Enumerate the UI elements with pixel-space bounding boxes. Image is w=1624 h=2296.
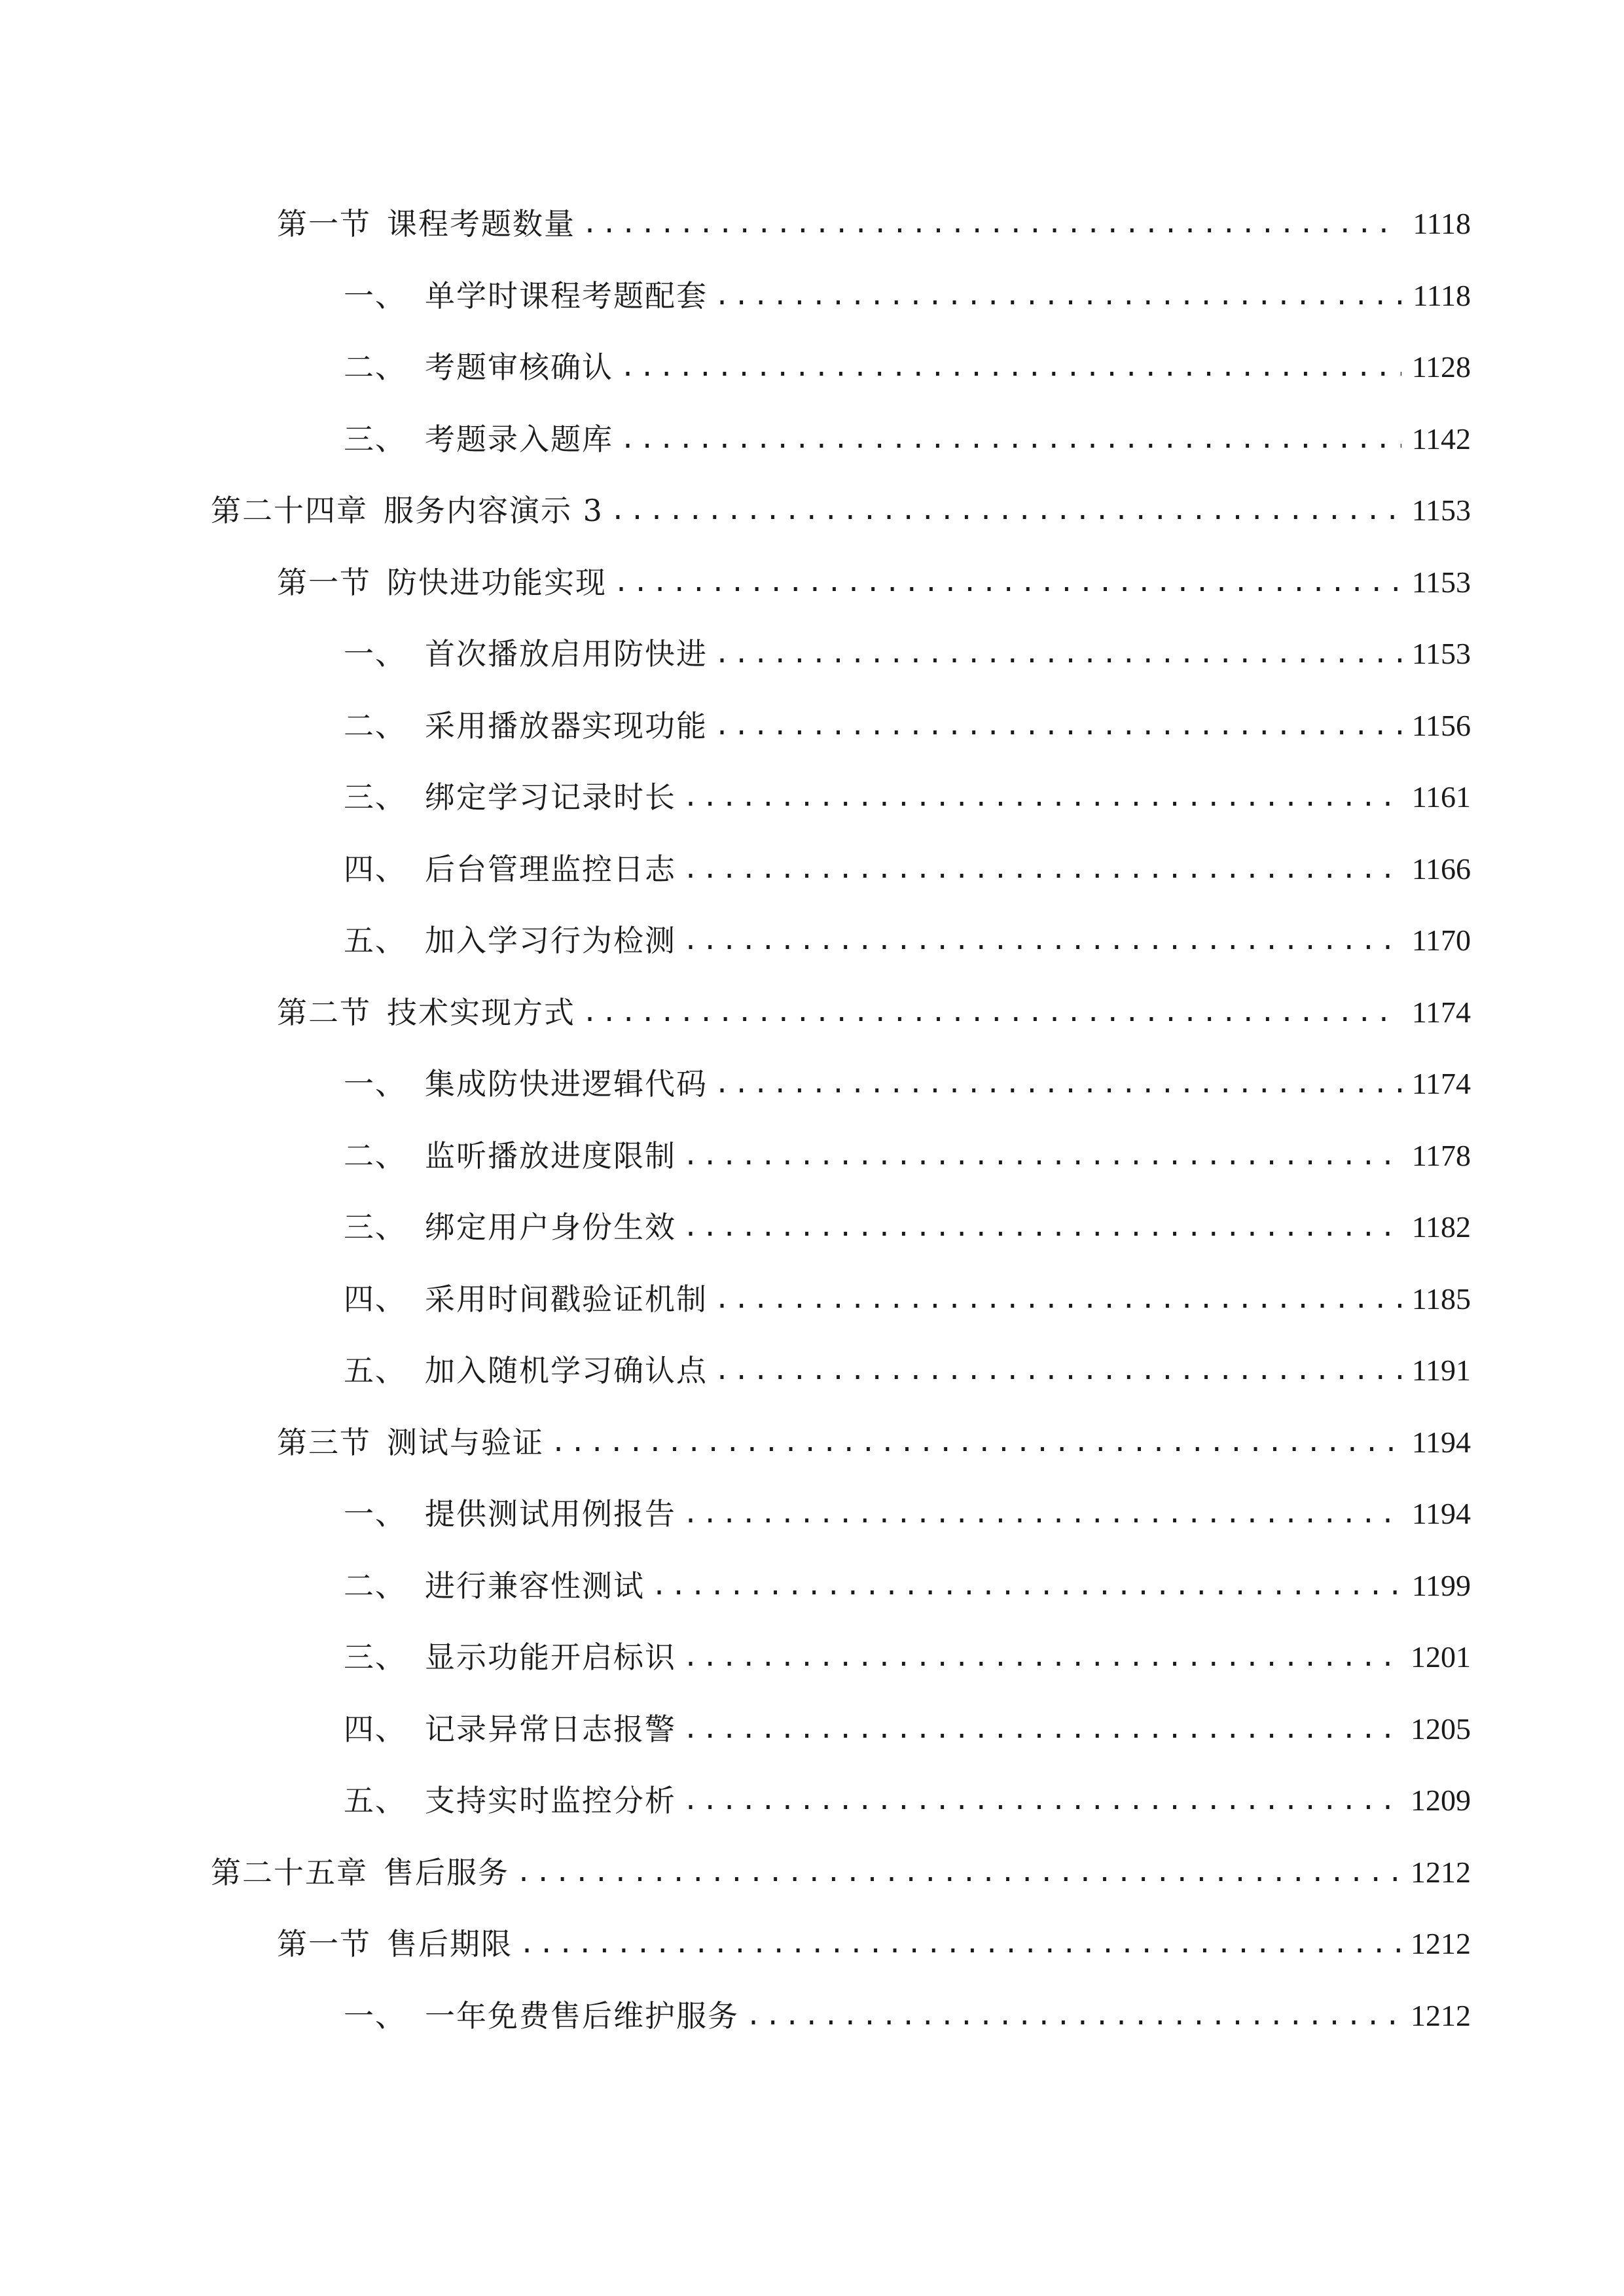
toc-entry-page: 1174 bbox=[1411, 996, 1471, 1029]
toc-entry-page: 1209 bbox=[1411, 1784, 1471, 1817]
dot-leader bbox=[582, 204, 1401, 243]
dot-leader bbox=[714, 276, 1401, 315]
toc-entry-marker: 二、 bbox=[344, 708, 406, 744]
toc-entry-marker: 四、 bbox=[344, 1712, 406, 1747]
toc-entry-page: 1212 bbox=[1411, 1999, 1471, 2032]
toc-entry-title: 后台管理监控日志 bbox=[425, 852, 676, 887]
toc-entry-page: 1182 bbox=[1411, 1210, 1471, 1244]
toc-entry-title: 首次播放启用防快进 bbox=[425, 636, 708, 672]
toc-entry-title: 支持实时监控分析 bbox=[425, 1783, 676, 1818]
dot-leader bbox=[620, 348, 1401, 387]
toc-entry-marker: 二、 bbox=[344, 1138, 406, 1174]
dot-leader bbox=[683, 1208, 1401, 1247]
dot-leader bbox=[683, 1638, 1401, 1677]
dot-leader bbox=[683, 1710, 1401, 1749]
toc-entry-marker: 第一节 bbox=[277, 1926, 371, 1962]
toc-entry-marker: 第二十四章 bbox=[211, 493, 368, 528]
toc-entry-title: 提供测试用例报告 bbox=[425, 1496, 676, 1532]
dot-leader bbox=[746, 1996, 1401, 2036]
dot-leader bbox=[714, 1280, 1401, 1319]
toc-entry-page: 1205 bbox=[1411, 1712, 1471, 1746]
toc-entry-marker: 第二十五章 bbox=[211, 1855, 368, 1890]
toc-entry-subsection[interactable] bbox=[344, 908, 1471, 960]
toc-entry-subsection[interactable] bbox=[344, 263, 1471, 315]
dot-leader bbox=[550, 1423, 1401, 1462]
toc-entry-title: 进行兼容性测试 bbox=[425, 1568, 645, 1604]
dot-leader bbox=[613, 563, 1401, 602]
toc-entry-title: 集成防快进逻辑代码 bbox=[425, 1066, 708, 1102]
toc-entry-page: 1153 bbox=[1411, 493, 1471, 527]
toc-entry-page: 1212 bbox=[1411, 1856, 1471, 1889]
toc-entry-title: 绑定学习记录时长 bbox=[425, 780, 676, 815]
toc-entry-subsection[interactable] bbox=[344, 836, 1471, 889]
dot-leader bbox=[683, 778, 1401, 817]
toc-entry-subsection[interactable] bbox=[344, 1553, 1471, 1605]
toc-entry-marker: 三、 bbox=[344, 1640, 406, 1675]
toc-entry-title: 记录异常日志报警 bbox=[425, 1712, 676, 1747]
toc-entry-section[interactable] bbox=[277, 191, 1471, 243]
toc-entry-title: 考题录入题库 bbox=[425, 422, 613, 457]
toc-entry-subsection[interactable] bbox=[344, 1983, 1471, 2036]
toc-entry-title: 绑定用户身份生效 bbox=[425, 1210, 676, 1245]
toc-entry-page: 1194 bbox=[1411, 1497, 1471, 1530]
toc-entry-title: 一年免费售后维护服务 bbox=[425, 1998, 739, 2034]
toc-entry-subsection[interactable] bbox=[344, 693, 1471, 745]
toc-entry-marker: 一、 bbox=[344, 1066, 406, 1102]
dot-leader bbox=[651, 1566, 1401, 1605]
toc-entry-chapter[interactable] bbox=[211, 478, 1471, 530]
toc-entry-subsection[interactable] bbox=[344, 1338, 1471, 1390]
toc-entry-title: 加入学习行为检测 bbox=[425, 923, 676, 958]
toc-entry-title: 技术实现方式 bbox=[387, 995, 575, 1030]
toc-entry-marker: 第二节 bbox=[277, 995, 371, 1030]
toc-entry-page: 1201 bbox=[1411, 1640, 1471, 1674]
dot-leader bbox=[683, 850, 1401, 889]
toc-entry-page: 1191 bbox=[1411, 1354, 1471, 1387]
toc-entry-page: 1153 bbox=[1411, 565, 1471, 599]
toc-entry-section[interactable] bbox=[277, 1911, 1471, 1964]
toc-entry-title: 防快进功能实现 bbox=[387, 565, 607, 600]
toc-entry-title: 考题审核确认 bbox=[425, 350, 613, 385]
toc-entry-marker: 一、 bbox=[344, 1496, 406, 1532]
toc-entry-page: 1194 bbox=[1411, 1426, 1471, 1459]
dot-leader bbox=[620, 420, 1401, 459]
toc-entry-subsection[interactable] bbox=[344, 1768, 1471, 1820]
toc-entry-marker: 第三节 bbox=[277, 1425, 371, 1460]
toc-entry-subsection[interactable] bbox=[344, 1481, 1471, 1534]
toc-entry-page: 1178 bbox=[1411, 1139, 1471, 1172]
dot-leader bbox=[683, 1494, 1401, 1534]
toc-entry-title: 采用播放器实现功能 bbox=[425, 708, 708, 744]
toc-entry-title: 服务内容演示 3 bbox=[384, 493, 604, 528]
dot-leader bbox=[516, 1853, 1401, 1892]
toc-entry-subsection[interactable] bbox=[344, 1051, 1471, 1103]
toc-entry-marker: 一、 bbox=[344, 636, 406, 672]
toc-entry-marker: 三、 bbox=[344, 422, 406, 457]
toc-entry-page: 1170 bbox=[1411, 924, 1471, 957]
toc-entry-subsection[interactable] bbox=[344, 1696, 1471, 1749]
dot-leader bbox=[714, 1064, 1401, 1103]
toc-entry-page: 1128 bbox=[1411, 350, 1471, 384]
toc-entry-marker: 二、 bbox=[344, 1568, 406, 1604]
toc-entry-title: 测试与验证 bbox=[387, 1425, 544, 1460]
toc-entry-marker: 三、 bbox=[344, 1210, 406, 1245]
toc-entry-marker: 第一节 bbox=[277, 565, 371, 600]
toc-entry-page: 1153 bbox=[1411, 637, 1471, 670]
toc-entry-marker: 一、 bbox=[344, 278, 406, 314]
toc-entry-subsection[interactable] bbox=[344, 621, 1471, 673]
toc-entry-title: 显示功能开启标识 bbox=[425, 1640, 676, 1675]
toc-entry-page: 1118 bbox=[1413, 279, 1471, 312]
toc-entry-page: 1142 bbox=[1411, 422, 1471, 456]
toc-entry-marker: 五、 bbox=[344, 1353, 406, 1388]
toc-entry-marker: 五、 bbox=[344, 923, 406, 958]
toc-entry-marker: 五、 bbox=[344, 1783, 406, 1818]
toc-entry-page: 1156 bbox=[1411, 709, 1471, 742]
dot-leader bbox=[683, 1136, 1401, 1175]
dot-leader bbox=[714, 634, 1401, 673]
toc-entry-title: 单学时课程考题配套 bbox=[425, 278, 708, 314]
toc-entry-page: 1212 bbox=[1411, 1927, 1471, 1960]
toc-entry-marker: 二、 bbox=[344, 350, 406, 385]
toc-entry-section[interactable] bbox=[277, 980, 1471, 1032]
toc-entry-page: 1166 bbox=[1411, 852, 1471, 886]
toc-entry-title: 监听播放进度限制 bbox=[425, 1138, 676, 1174]
dot-leader bbox=[519, 1924, 1401, 1964]
toc-entry-marker: 三、 bbox=[344, 780, 406, 815]
toc-entry-page: 1199 bbox=[1411, 1569, 1471, 1602]
toc-entry-subsection[interactable] bbox=[344, 764, 1471, 817]
toc-entry-page: 1174 bbox=[1411, 1067, 1471, 1100]
toc-entry-page: 1185 bbox=[1411, 1282, 1471, 1316]
toc-entry-subsection[interactable] bbox=[344, 1194, 1471, 1247]
dot-leader bbox=[714, 706, 1401, 745]
toc-entry-subsection[interactable] bbox=[344, 1624, 1471, 1677]
toc-entry-title: 售后期限 bbox=[387, 1926, 513, 1962]
dot-leader bbox=[610, 491, 1401, 530]
toc-entry-section[interactable] bbox=[277, 1410, 1471, 1462]
dot-leader bbox=[683, 921, 1401, 960]
toc-entry-page: 1118 bbox=[1413, 207, 1471, 240]
toc-entry-subsection[interactable] bbox=[344, 1266, 1471, 1319]
toc-entry-subsection[interactable] bbox=[344, 1123, 1471, 1175]
toc-entry-marker: 一、 bbox=[344, 1998, 406, 2034]
toc-entry-title: 售后服务 bbox=[384, 1855, 509, 1890]
toc-entry-title: 加入随机学习确认点 bbox=[425, 1353, 708, 1388]
dot-leader bbox=[683, 1781, 1401, 1820]
toc-entry-subsection[interactable] bbox=[344, 334, 1471, 387]
toc-entry-title: 课程考题数量 bbox=[387, 206, 575, 242]
dot-leader bbox=[582, 993, 1401, 1032]
dot-leader bbox=[714, 1351, 1401, 1390]
toc-entry-marker: 第一节 bbox=[277, 206, 371, 242]
toc-entry-chapter[interactable] bbox=[211, 1840, 1471, 1892]
toc-entry-page: 1161 bbox=[1411, 780, 1471, 814]
toc-entry-title: 采用时间戳验证机制 bbox=[425, 1282, 708, 1317]
toc-entry-marker: 四、 bbox=[344, 852, 406, 887]
toc-entry-marker: 四、 bbox=[344, 1282, 406, 1317]
toc-entry-subsection[interactable] bbox=[344, 406, 1471, 459]
toc-entry-section[interactable] bbox=[277, 550, 1471, 602]
